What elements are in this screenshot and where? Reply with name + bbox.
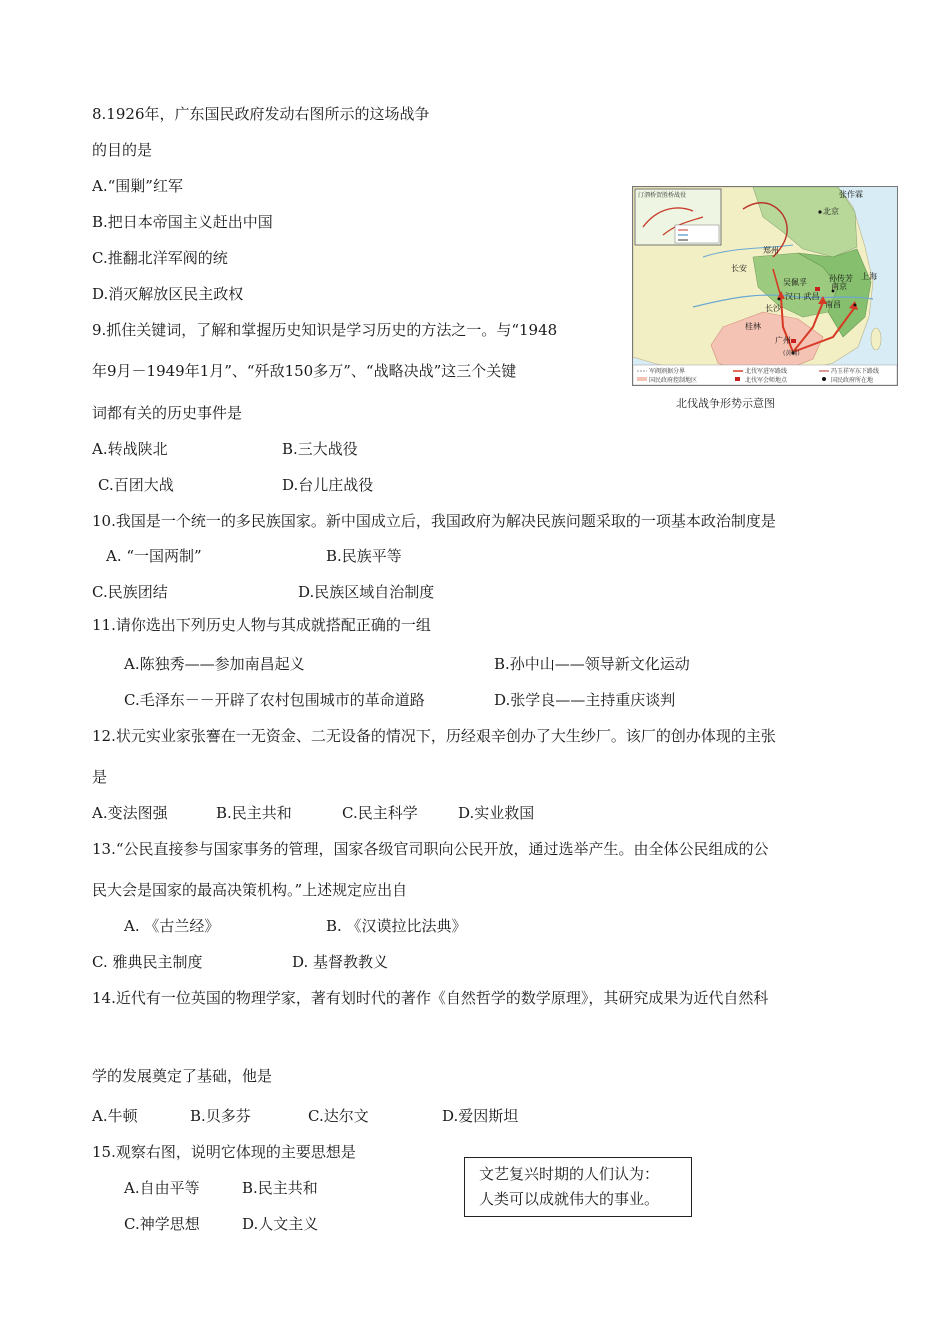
- label-sunchuanfang: 孙传芳: [829, 274, 853, 283]
- q13-stem-line2: 民大会是国家的最高决策机构。”上述规定应出自: [92, 881, 408, 899]
- q12-option-c: C.民主科学: [342, 804, 418, 822]
- q15-option-b: B.民主共和: [242, 1179, 318, 1197]
- label-huangpu: (黄埔): [783, 350, 800, 357]
- q14-stem-line1: 14.近代有一位英国的物理学家，著有划时代的著作《自然哲学的数学原理》，其研究成果为近代自然科: [92, 989, 769, 1007]
- label-guangzhou: 广州: [775, 336, 791, 345]
- q14-option-d: D.爱因斯坦: [442, 1107, 519, 1125]
- q15-option-a: A.自由平等: [124, 1179, 200, 1197]
- q11-option-b: B.孙中山——领导新文化运动: [494, 655, 690, 673]
- q11-stem-line1: 11.请你选出下列历史人物与其成就搭配正确的一组: [92, 616, 431, 634]
- map-caption: 北伐战争形势示意图: [676, 397, 775, 410]
- quote-line-1: 文艺复兴时期的人们认为：: [479, 1165, 660, 1183]
- q11-option-d: D.张学良——主持重庆谈判: [494, 691, 676, 709]
- q8-option-b: B.把日本帝国主义赶出中国: [92, 213, 273, 231]
- q15-option-d: D.人文主义: [242, 1215, 319, 1233]
- q10-option-d: D.民族区域自治制度: [298, 583, 435, 601]
- q12-option-d: D.实业救国: [458, 804, 535, 822]
- legend-item-3: 北伐军会师地点: [745, 377, 788, 384]
- q12-option-b: B.民主共和: [216, 804, 292, 822]
- label-wupeifu: 吴佩孚: [783, 278, 807, 287]
- q9-option-b: B.三大战役: [282, 440, 358, 458]
- label-zhengzhou: 郑州: [763, 246, 779, 255]
- label-nanchang: 南昌: [825, 300, 841, 309]
- q13-option-d: D. 基督教教义: [292, 953, 389, 971]
- q10-option-b: B.民族平等: [326, 547, 402, 565]
- q9-stem-line1: 9.抓住关键词，了解和掌握历史知识是学习历史的方法之一。与“1948: [92, 321, 558, 339]
- label-nanjing: 南京: [831, 282, 847, 291]
- legend-item-5: 国民政府所在地: [831, 377, 874, 384]
- q10-option-c: C.民族团结: [92, 583, 168, 601]
- q9-option-d: D.台儿庄战役: [282, 476, 374, 494]
- label-changan: 长安: [731, 264, 747, 273]
- northern-expedition-map: [632, 186, 898, 386]
- q8-option-d: D.消灭解放区民主政权: [92, 285, 244, 303]
- label-changsha: 长沙: [765, 304, 781, 313]
- map-graphic: [633, 187, 897, 385]
- q15-option-c: C.神学思想: [124, 1215, 200, 1233]
- label-beijing: 北京: [823, 207, 839, 216]
- legend-item-2: 北伐军进军路线: [745, 368, 788, 375]
- q9-option-a: A.转战陕北: [92, 440, 168, 458]
- q14-stem-line2: 学的发展奠定了基础，他是: [92, 1067, 273, 1085]
- legend-item-0: 军阀割据分界: [649, 368, 686, 375]
- q10-option-a: A. “一国两制”: [106, 547, 202, 565]
- q8-stem-line1: 8.1926年，广东国民政府发动右图所示的这场战争: [92, 105, 430, 123]
- q12-stem-line1: 12.状元实业家张謇在一无资金、二无设备的情况下，历经艰辛创办了大生纱厂。该厂的创办体现的主张: [92, 727, 776, 745]
- q14-option-a: A.牛顿: [92, 1107, 138, 1125]
- q8-option-c: C.推翻北洋军阀的统: [92, 249, 228, 267]
- q12-stem-line2: 是: [92, 768, 108, 786]
- q13-option-a: A. 《古兰经》: [124, 917, 220, 935]
- q15-stem-line1: 15.观察右图，说明它体现的主要思想是: [92, 1143, 356, 1161]
- label-zhangzuolin: 张作霖: [839, 190, 863, 199]
- inset-title: 汀泗桥贺胜桥战役: [638, 192, 687, 199]
- q8-stem-line2: 的目的是: [92, 141, 153, 159]
- q14-option-c: C.达尔文: [308, 1107, 369, 1125]
- label-wuhan: 汉口 武昌: [785, 292, 820, 301]
- q8-option-a: A.“围剿”红军: [92, 177, 183, 195]
- q9-option-c: C.百团大战: [98, 476, 174, 494]
- q10-stem-line1: 10.我国是一个统一的多民族国家。新中国成立后，我国政府为解决民族问题采取的一项基本政治制度是: [92, 512, 776, 530]
- q13-option-b: B. 《汉谟拉比法典》: [326, 917, 467, 935]
- q12-option-a: A.变法图强: [92, 804, 168, 822]
- quote-line-2: 人类可以成就伟大的事业。: [479, 1190, 660, 1208]
- q13-stem-line1: 13.“公民直接参与国家事务的管理，国家各级官司职向公民开放，通过选举产生。由全体公民组成的公: [92, 840, 769, 858]
- q9-stem-line2: 年9月－1949年1月”、“歼敌150多万”、“战略决战”这三个关键: [92, 362, 517, 380]
- legend-item-4: 冯玉祥军东下路线: [831, 368, 880, 375]
- q11-option-c: C.毛泽东－－开辟了农村包围城市的革命道路: [124, 691, 425, 709]
- q9-stem-line3: 词都有关的历史事件是: [92, 404, 243, 422]
- q14-option-b: B.贝多芬: [190, 1107, 251, 1125]
- q11-option-a: A.陈独秀——参加南昌起义: [124, 655, 305, 673]
- renaissance-quote-box: [464, 1157, 692, 1217]
- legend-item-1: 国民政府控制地区: [649, 377, 698, 384]
- q13-option-c: C. 雅典民主制度: [92, 953, 203, 971]
- label-guilin: 桂林: [745, 322, 761, 331]
- label-shanghai: 上海: [861, 272, 877, 281]
